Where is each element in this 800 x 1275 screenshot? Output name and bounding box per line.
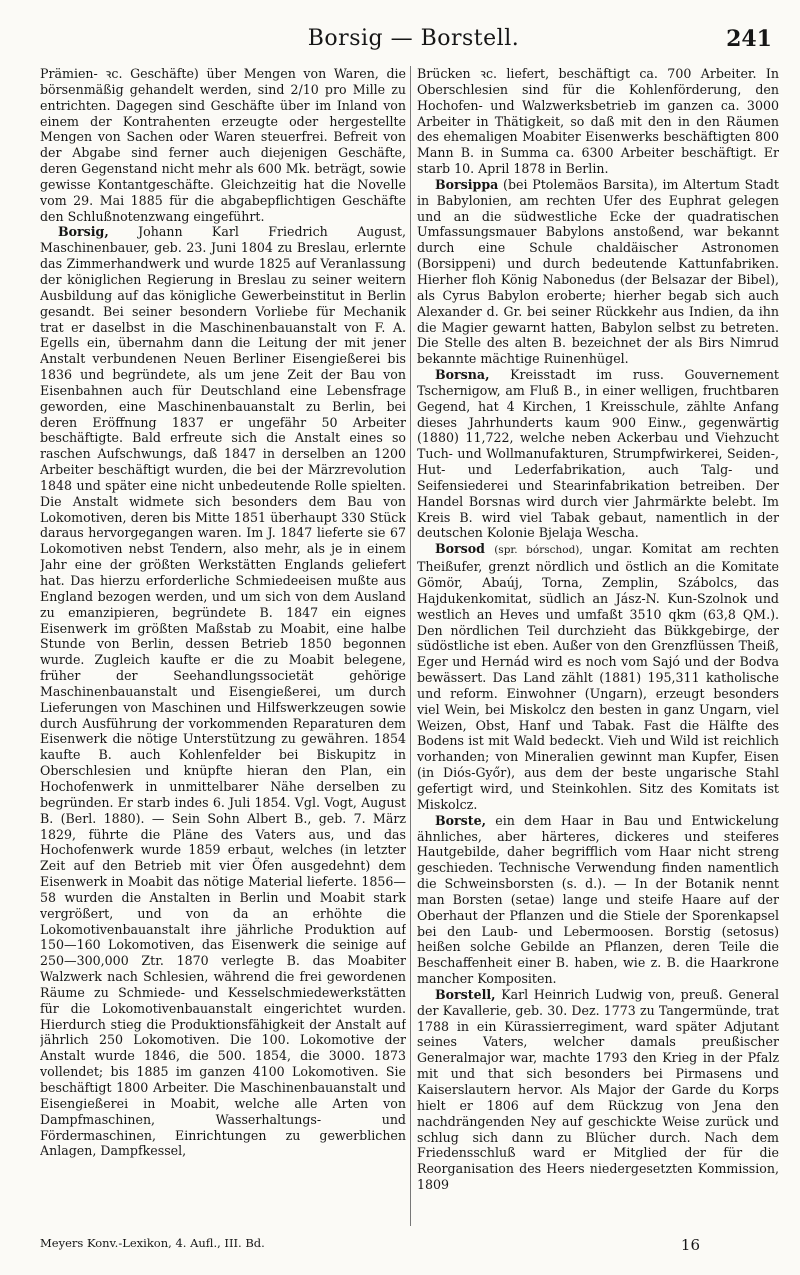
headword: Borsod (435, 541, 485, 557)
entry-text: preuß. General der Kavallerie, geb. 30. Dez. 1773 zu Tangermünde, trat 1788 in ein Kürassierregiment, ward später Adjutant seines Vaters, welcher damals preußischer Generalmajor war, machte 1793 den Krieg in der Pfalz mit und that sich besonders bei Pirmasens und Kaiserslautern hervor. Als Major der Garde du Korps hielt er 1806 auf dem Rückzug von Jena den nachdrängenden Ney auf geschickte Weise zurück und schlug sich dann zu Blücher durch. Nach dem Friedensschluß ward er Mitglied der für die Reorganisation des Heers niedergesetzten Kommission, 1809 (417, 986, 779, 1193)
headword: Borsna, (435, 367, 490, 383)
headword: Borsippa (435, 176, 499, 192)
entry-text: ein dem Haar in Bau und Entwickelung ähnliches, aber härteres, dickeres und steiferes Hautgebilde, daher begrifflich vom Haar nicht streng geschieden. Technische Verwendung finden namentlich die Schweinsborsten (s. d.). — In der Botanik nennt man Borsten (setae) lange und steife Haare auf der Oberhaut der Pflanzen und die Stiele der Sporenkapsel bei den Laub- und Lebermoosen. Borstig (setosus) heißen solche Gebilde an Pflanzen, deren Teile die Beschaffenheit einer B. haben, wie z. B. die Haarkrone mancher Kompositen. (417, 812, 779, 987)
sheet-number: 16 (680, 1236, 700, 1254)
running-title: Borsig — Borstell. (307, 26, 520, 51)
right-column (417, 66, 779, 1228)
printer-signature: Meyers Konv.-Lexikon, 4. Aufl., III. Bd. (40, 1236, 265, 1250)
entry-text: ungar. Komitat am rechten Theißufer, grenzt nördlich und östlich an die Komitate Gömör, Abaúj, Torna, Zemplin, Szábolcs, das Hajdukenkomitat, südlich an Jász-N. Kun-Szolnok und westlich an Heves und umfaßt 3510 qkm (63,8 QM.). Den nördlichen Teil durchzieht das Bükkgebirge, der südöstliche ist eben. Außer von den Grenzflüssen Theiß, Eger und Hernád wird es noch vom Sajó und der Bodva bewässert. Das Land zählt (1881) 195,311 katholische und reform. Einwohner (Ungarn), erzeugt besonders viel Wein, bei Miskolcz den besten in ganz Ungarn, viel Weizen, Obst, Hanf und Tabak. Fast die Hälfte des Bodens ist mit Wald bedeckt. Vieh und Wild ist reichlich vorhanden; von Mineralien gewinnt man Kupfer, Eisen (in Diós-Győr), aus dem der beste ungarische Stahl gefertigt wird, und Steinkohlen. Sitz des Komitats ist Miskolcz. (417, 541, 779, 812)
entry-borsna (417, 367, 779, 541)
pronunciation: (spr. bórschod), (494, 544, 583, 557)
column-divider (410, 66, 411, 1226)
left-column (40, 66, 406, 1228)
entry-text: (bei Ptolemäos Barsita), im Altertum Stadt in Babylonien, am rechten Ufer des Euphrat gelegen und an die südwestliche Ecke der quadratischen Umfassungsmauer Babylons anstoßend, war bekannt durch eine Schule chaldäischer Astronomen (Borsippeni) und durch bedeutende Kattunfabriken. Hierher floh König Nabonedus (der Belsazar der Bibel), als Cyrus Babylon eroberte; hierher begab sich auch Alexander d. Gr. bei seiner Rückkehr aus Indien, da ihn die Magier gewarnt hatten, Babylon selbst zu betreten. Die Stelle des alten B. bezeichnet der als Birs Nimrud bekannte mächtige Ruinenhügel. (417, 176, 779, 367)
entry-name: Karl Heinrich Ludwig von, (501, 986, 676, 1002)
continuation-paragraph: Brücken ꝛc. liefert, beschäftigt ca. 700 Arbeiter. In Oberschlesien sind für die Kohlenförderung, den Hochofen- und Walzwerksbetrieb im ganzen ca. 3000 Arbeiter in Thätigkeit, so daß mit den in den Räumen des ehemaligen Moabiter Eisenwerks beschäftigten 800 Mann B. in Summa ca. 6300 Arbeiter beschäftigt. Er starb 10. April 1878 in Berlin. (417, 66, 779, 177)
entry-text: Maschinenbauer, geb. 23. Juni 1804 zu Breslau, erlernte das Zimmerhandwerk und wurde 1825 auf Veranlassung der königlichen Regierung in Breslau zu seiner weitern Ausbildung auf das königliche Gewerbeinstitut in Berlin gesandt. Bei seiner besondern Vorliebe für Mechanik trat er daselbst in die Maschinenbauanstalt von F. A. Egells ein, übernahm dann die Leitung der mit jener Anstalt verbundenen Neuen Berliner Eisengießerei bis 1836 und begründete, als um jene Zeit der Bau von Eisenbahnen auch für Deutschland eine Lebensfrage geworden, eine Maschinenbauanstalt zu Berlin, bei deren Eröffnung 1837 er ungefähr 50 Arbeiter beschäftigte. Bald erfreute sich die Anstalt eines so raschen Aufschwungs, daß 1847 in derselben an 1200 Arbeiter beschäftigt wurden, die bei der Märzrevolution 1848 und später eine nicht unbedeutende Rolle spielten. Die Anstalt widmete sich besonders dem Bau von Lokomotiven, deren bis Mitte 1851 überhaupt 330 Stück daraus hervorgegangen waren. Im J. 1847 lieferte sie 67 Lokomotiven nebst Tendern, also mehr, als je in einem Jahr eine der größten Werkstätten Englands geliefert hat. Das hierzu erforderliche Schmiedeeisen mußte aus England bezogen werden, und um sich von dem Ausland zu emanzipieren, begründete B. 1847 ein eignes Eisenwerk im größten Maßstab zu Moabit, eine halbe Stunde von Berlin, dessen Betrieb 1850 begonnen wurde. Zugleich kaufte er die zu Moabit belegene, früher der Seehandlungssocietät gehörige Maschinenbauanstalt und Eisengießerei, um durch Lieferungen von Maschinen und Hilfswerkzeugen sowie durch Ausführung der vorkommenden Reparaturen dem Eisenwerk die nötige Unterstützung zu gewähren. 1854 kaufte B. auch Kohlenfelder bei Biskupitz in Oberschlesien und knüpfte hieran den Plan, ein Hochofenwerk in unmittelbarer Nähe derselben zu begründen. Er starb indes 6. Juli 1854. Vgl. Vogt, August B. (Berl. 1880). — Sein Sohn Albert B., geb. 7. März 1829, führte die Pläne des Vaters aus, und das Hochofenwerk wurde 1859 erbaut, welches (in letzter Zeit auf den Betrieb mit vier Öfen ausgedehnt) dem Eisenwerk in Moabit das nötige Material lieferte. 1856—58 wurden die Anstalten in Berlin und Moabit stark vergrößert, und von da an erhöhte die Lokomotivenbauanstalt ihre jährliche Produktion auf 150—160 Lokomotiven, das Eisenwerk die seinige auf 250—300,000 Ztr. 1870 verlegte B. das Moabiter Walzwerk nach Schlesien, während die frei gewordenen Räume zu Schmiede- und Kesselschmiedewerkstätten für die Lokomotivenbauanstalt eingerichtet wurden. Hierdurch stieg die Produktionsfähigkeit der Anstalt auf jährlich 250 Lokomotiven. Die 100. Lokomotive der Anstalt wurde 1846, die 500. 1854, die 3000. 1873 vollendet; bis 1885 im ganzen 4100 Lokomotiven. Sie beschäftigt 1800 Arbeiter. Die Maschinenbauanstalt und Eisengießerei in Moabit, welche alle Arten von Dampfmaschinen, Wasserhaltungs- und Fördermaschinen, Einrichtungen zu gewerblichen Anlagen, Dampfkessel, (40, 240, 406, 1159)
entry-name: Johann Karl Friedrich August, (138, 224, 406, 240)
continuation-paragraph: Prämien- ꝛc. Geschäfte) über Mengen von Waren, die börsenmäßig gehandelt werden, sind 2/10 pro Mille zu entrichten. Dagegen sind Geschäfte über im Inland von einem der Kontrahenten erzeugte oder hergestellte Mengen von Sachen oder Waren steuerfrei. Befreit von der Abgabe sind ferner auch diejenigen Geschäfte, deren Gegenstand nicht mehr als 600 Mk. beträgt, sowie gewisse Kontantgeschäfte. Gleichzeitig hat die Novelle vom 29. Mai 1885 für die abgabepflichtigen Geschäfte den Schlußnotenzwang eingeführt. (40, 66, 406, 224)
entry-borsig (40, 224, 406, 1159)
headword: Borstell, (435, 986, 496, 1002)
entry-borstell (417, 987, 779, 1193)
headword: Borsig, (58, 224, 109, 240)
page-number: 241 (726, 26, 772, 52)
entry-borsippa (417, 177, 779, 367)
page-header (55, 26, 772, 60)
entry-borste (417, 813, 779, 987)
entry-borsod (417, 541, 779, 812)
entry-text: Kreisstadt im russ. Gouvernement Tschernigow, am Fluß B., in einer welligen, fruchtbaren Gegend, hat 4 Kirchen, 1 Kreisschule, zählte Anfang dieses Jahrhunderts kaum 900 Einw., gegenwärtig (1880) 11,722, welche neben Ackerbau und Viehzucht Tuch- und Wollmanufakturen, Strumpfwirkerei, Seiden-, Hut- und Lederfabrikation, auch Talg- und Seifensiederei und Stearinfabrikation betreiben. Der Handel Borsnas wird durch vier Jahrmärkte belebt. Im Kreis B. wird viel Tabak gebaut, namentlich in der deutschen Kolonie Bjelaja Wescha. (417, 367, 779, 541)
headword: Borste, (435, 812, 486, 828)
